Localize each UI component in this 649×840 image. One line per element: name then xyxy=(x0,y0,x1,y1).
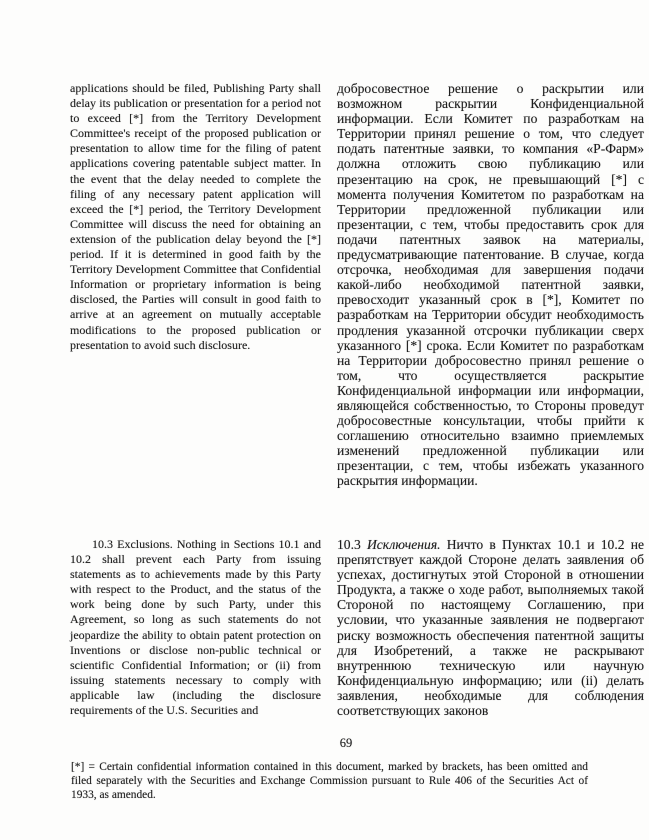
clause-heading-ru: Исключения. xyxy=(366,537,441,552)
english-exclusions-paragraph xyxy=(70,537,321,718)
two-column-body xyxy=(70,81,644,718)
russian-column-paragraph-2 xyxy=(337,537,644,718)
clause-number-ru: 10.3 xyxy=(337,537,367,552)
english-column-paragraph-2 xyxy=(70,537,321,718)
russian-exclusions-paragraph xyxy=(337,537,644,718)
russian-continuation-paragraph: добросовестное решение о раскрытии или возможном раскрытии Конфиденциальной информации. Если Комитет по разработкам на Территории принял решение о том, что следует подать патентные заявки, то компания «Р-Фарм» должна отложить свою публикацию или презентацию на срок, не превышающий [*] с момента получения Комитетом по разработкам на Территории предложенной публикации или презентации, с тем, чтобы предоставить срок для подачи патентных заявок на материалы, предусматривающие патентование. В случае, когда отсрочка, необходимая для завершения подачи какой-либо необходимой патентной заявки, превосходит указанный срок в [*], Комитет по разработкам на Территории обсудит необходимость продления указанной отсрочки публикации сверх указанного [*] срока. Если Комитет по разработкам на Территории добросовестно принял решение о том, что осуществляется раскрытие Конфиденциальной информации или информации, являющейся собственностью, то Стороны проведут добросовестные консультации, чтобы прийти к соглашению относительно взаимно приемлемых изменений предложенной публикации или презентации, с тем, чтобы избежать указанного раскрытия информации. xyxy=(337,81,644,489)
confidentiality-footnote: [*] = Certain confidential information contained in this document, marked by brackets, has been omitted and filed separately with the Securities and Exchange Commission pursuant to Rule 406 of the Securities Act of 1933, as amended. xyxy=(71,761,588,801)
clause-body-ru: Ничто в Пунктах 10.1 и 10.2 не препятствует каждой Стороне делать заявления об успехах, достигнутых этой Стороной в отношении Продукта, а также о ходе работ, выполняемых такой Стороной по настоящему Соглашению, при условии, что указанные заявления не подвергают риску возможность обеспечения патентной защиты для Изобретений, а также не раскрывают внутреннюю техническую или научную Конфиденциальную информацию; или (ii) делать заявления, необходимые для соблюдения соответствующих законов xyxy=(337,537,644,719)
clause-10-3-row xyxy=(70,537,644,718)
clause-heading-en: 10.3 Exclusions. xyxy=(92,537,173,551)
clause-10-2-row xyxy=(70,81,644,537)
english-column-paragraph-1 xyxy=(70,81,321,353)
english-continuation-paragraph: applications should be filed, Publishing Party shall delay its publication or presentation for a period not to exceed [*] from the Territory Development Committee's receipt of the proposed publication or presentation to allow time for the filing of patent applications covering patentable subject matter. In the event that the delay needed to complete the filing of any necessary patent application will exceed the [*] period, the Territory Development Committee will discuss the need for obtaining an extension of the publication delay beyond the [*] period. If it is determined in good faith by the Territory Development Committee that Confidential Information or proprietary information is being disclosed, the Parties will consult in good faith to arrive at an agreement on mutually acceptable modifications to the proposed publication or presentation to avoid such disclosure. xyxy=(70,81,321,352)
russian-column-paragraph-1 xyxy=(337,81,644,489)
page-number: 69 xyxy=(339,736,353,750)
clause-body-en: Nothing in Sections 10.1 and 10.2 shall prevent each Party from issuing statements as to achievements made by this Party with respect to the Product, and the status of the work being done by such Party, under this Agreement, so long as such statements do not jeopardize the ability to obtain patent protection on Inventions or disclose non-public technical or scientific Confidential Information; or (ii) from issuing statements necessary to comply with applicable law (including the disclosure requirements of the U.S. Securities and xyxy=(70,537,321,718)
